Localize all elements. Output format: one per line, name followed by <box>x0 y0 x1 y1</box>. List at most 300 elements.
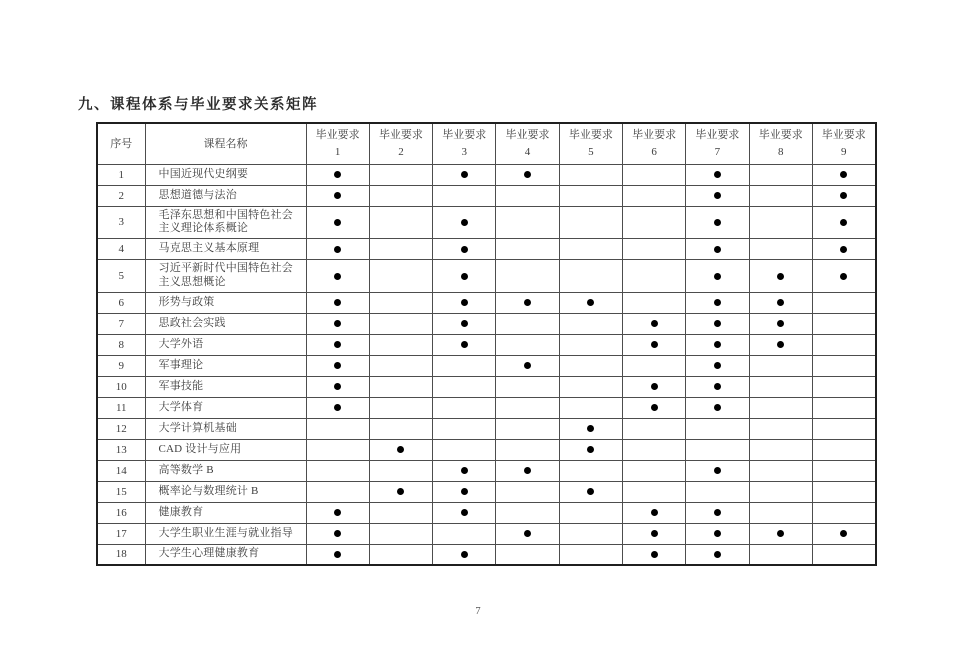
requirement-mark-3 <box>433 185 496 206</box>
requirement-mark-6 <box>622 397 685 418</box>
bullet-mark-icon <box>334 383 341 390</box>
requirement-mark-5 <box>559 523 622 544</box>
row-index: 4 <box>97 239 145 260</box>
table-row <box>97 292 876 313</box>
bullet-mark-icon <box>651 383 658 390</box>
requirement-mark-2 <box>369 481 432 502</box>
requirement-mark-4 <box>496 376 559 397</box>
requirement-mark-1 <box>306 523 369 544</box>
requirement-mark-5 <box>559 481 622 502</box>
requirement-mark-5 <box>559 376 622 397</box>
bullet-mark-icon <box>397 488 404 495</box>
requirement-mark-7 <box>686 460 749 481</box>
bullet-mark-icon <box>714 219 721 226</box>
requirement-mark-8 <box>749 502 812 523</box>
bullet-mark-icon <box>714 299 721 306</box>
bullet-mark-icon <box>334 509 341 516</box>
table-row <box>97 523 876 544</box>
bullet-mark-icon <box>334 171 341 178</box>
bullet-mark-icon <box>524 467 531 474</box>
requirement-mark-6 <box>622 481 685 502</box>
requirement-mark-5 <box>559 164 622 185</box>
requirement-mark-9 <box>812 260 875 293</box>
course-name: 思想道德与法治 <box>145 185 306 206</box>
requirement-mark-7 <box>686 376 749 397</box>
course-name: 大学生心理健康教育 <box>145 544 306 565</box>
requirement-mark-8 <box>749 334 812 355</box>
bullet-mark-icon <box>587 488 594 495</box>
requirement-mark-7 <box>686 313 749 334</box>
requirement-mark-8 <box>749 418 812 439</box>
bullet-mark-icon <box>461 320 468 327</box>
requirement-mark-8 <box>749 523 812 544</box>
bullet-mark-icon <box>461 341 468 348</box>
requirement-mark-2 <box>369 418 432 439</box>
bullet-mark-icon <box>461 246 468 253</box>
requirement-mark-3 <box>433 260 496 293</box>
requirement-mark-4 <box>496 206 559 239</box>
requirement-mark-6 <box>622 185 685 206</box>
bullet-mark-icon <box>587 299 594 306</box>
bullet-mark-icon <box>714 362 721 369</box>
course-name: 大学计算机基础 <box>145 418 306 439</box>
requirement-mark-5 <box>559 334 622 355</box>
requirement-mark-4 <box>496 481 559 502</box>
requirement-mark-2 <box>369 523 432 544</box>
requirement-mark-3 <box>433 239 496 260</box>
header-requirement-2: 毕业要求 2 <box>369 123 432 164</box>
bullet-mark-icon <box>840 273 847 280</box>
requirement-mark-7 <box>686 439 749 460</box>
requirement-mark-7 <box>686 544 749 565</box>
requirement-mark-5 <box>559 355 622 376</box>
requirement-mark-4 <box>496 439 559 460</box>
requirement-mark-1 <box>306 544 369 565</box>
requirement-mark-3 <box>433 397 496 418</box>
bullet-mark-icon <box>461 467 468 474</box>
requirement-mark-6 <box>622 523 685 544</box>
requirement-mark-9 <box>812 239 875 260</box>
bullet-mark-icon <box>840 246 847 253</box>
requirement-mark-5 <box>559 418 622 439</box>
requirement-mark-1 <box>306 292 369 313</box>
requirement-mark-2 <box>369 313 432 334</box>
bullet-mark-icon <box>334 404 341 411</box>
requirement-mark-5 <box>559 397 622 418</box>
course-name: 思政社会实践 <box>145 313 306 334</box>
bullet-mark-icon <box>840 171 847 178</box>
requirement-mark-7 <box>686 502 749 523</box>
requirement-mark-2 <box>369 185 432 206</box>
table-row <box>97 502 876 523</box>
bullet-mark-icon <box>461 509 468 516</box>
requirement-mark-1 <box>306 439 369 460</box>
row-index: 6 <box>97 292 145 313</box>
table-row <box>97 355 876 376</box>
requirement-mark-8 <box>749 481 812 502</box>
requirement-mark-6 <box>622 502 685 523</box>
course-name: 大学外语 <box>145 334 306 355</box>
requirement-mark-2 <box>369 439 432 460</box>
requirement-mark-9 <box>812 313 875 334</box>
bullet-mark-icon <box>461 273 468 280</box>
requirement-mark-8 <box>749 355 812 376</box>
course-name: 大学生职业生涯与就业指导 <box>145 523 306 544</box>
header-requirement-3: 毕业要求 3 <box>433 123 496 164</box>
requirement-mark-8 <box>749 544 812 565</box>
row-index: 13 <box>97 439 145 460</box>
table-row <box>97 206 876 239</box>
requirement-mark-7 <box>686 418 749 439</box>
header-requirement-8: 毕业要求 8 <box>749 123 812 164</box>
requirement-mark-8 <box>749 460 812 481</box>
requirement-mark-1 <box>306 239 369 260</box>
table-row <box>97 397 876 418</box>
bullet-mark-icon <box>714 320 721 327</box>
requirement-mark-9 <box>812 460 875 481</box>
requirement-mark-4 <box>496 164 559 185</box>
requirement-mark-5 <box>559 260 622 293</box>
course-name: 马克思主义基本原理 <box>145 239 306 260</box>
table-row <box>97 185 876 206</box>
row-index: 9 <box>97 355 145 376</box>
requirement-mark-1 <box>306 260 369 293</box>
requirement-mark-8 <box>749 376 812 397</box>
table-row <box>97 260 876 293</box>
requirement-mark-3 <box>433 502 496 523</box>
bullet-mark-icon <box>397 446 404 453</box>
requirement-mark-3 <box>433 439 496 460</box>
course-name: CAD 设计与应用 <box>145 439 306 460</box>
bullet-mark-icon <box>334 299 341 306</box>
requirement-mark-3 <box>433 460 496 481</box>
page-number: 7 <box>475 606 481 617</box>
row-index: 15 <box>97 481 145 502</box>
bullet-mark-icon <box>714 551 721 558</box>
header-requirement-4: 毕业要求 4 <box>496 123 559 164</box>
requirement-mark-7 <box>686 334 749 355</box>
row-index: 8 <box>97 334 145 355</box>
requirement-mark-1 <box>306 418 369 439</box>
requirement-mark-4 <box>496 460 559 481</box>
requirement-mark-1 <box>306 376 369 397</box>
bullet-mark-icon <box>461 488 468 495</box>
requirement-mark-7 <box>686 523 749 544</box>
bullet-mark-icon <box>777 530 784 537</box>
requirement-mark-1 <box>306 185 369 206</box>
requirement-mark-9 <box>812 334 875 355</box>
requirement-mark-9 <box>812 355 875 376</box>
requirement-mark-6 <box>622 239 685 260</box>
requirement-mark-8 <box>749 397 812 418</box>
requirement-mark-1 <box>306 313 369 334</box>
requirement-mark-3 <box>433 206 496 239</box>
course-name: 健康教育 <box>145 502 306 523</box>
requirement-mark-3 <box>433 418 496 439</box>
course-requirements-matrix <box>96 122 877 566</box>
bullet-mark-icon <box>651 551 658 558</box>
requirement-mark-2 <box>369 502 432 523</box>
table-row <box>97 418 876 439</box>
requirement-mark-6 <box>622 418 685 439</box>
requirement-mark-8 <box>749 260 812 293</box>
bullet-mark-icon <box>840 530 847 537</box>
requirement-mark-7 <box>686 185 749 206</box>
requirement-mark-6 <box>622 206 685 239</box>
requirement-mark-9 <box>812 502 875 523</box>
requirement-mark-9 <box>812 206 875 239</box>
requirement-mark-3 <box>433 355 496 376</box>
bullet-mark-icon <box>524 299 531 306</box>
row-index: 1 <box>97 164 145 185</box>
course-name: 概率论与数理统计 B <box>145 481 306 502</box>
requirement-mark-4 <box>496 260 559 293</box>
row-index: 16 <box>97 502 145 523</box>
requirement-mark-3 <box>433 544 496 565</box>
requirement-mark-5 <box>559 292 622 313</box>
requirement-mark-5 <box>559 439 622 460</box>
requirement-mark-9 <box>812 185 875 206</box>
bullet-mark-icon <box>777 299 784 306</box>
requirement-mark-7 <box>686 355 749 376</box>
requirement-mark-3 <box>433 376 496 397</box>
requirement-mark-8 <box>749 185 812 206</box>
table-row <box>97 239 876 260</box>
bullet-mark-icon <box>524 530 531 537</box>
requirement-mark-4 <box>496 502 559 523</box>
requirement-mark-5 <box>559 502 622 523</box>
course-name: 习近平新时代中国特色社会主义思想概论 <box>145 260 306 293</box>
requirement-mark-9 <box>812 292 875 313</box>
row-index: 14 <box>97 460 145 481</box>
requirement-mark-3 <box>433 313 496 334</box>
requirement-mark-2 <box>369 397 432 418</box>
header-requirement-1: 毕业要求 1 <box>306 123 369 164</box>
requirement-mark-8 <box>749 292 812 313</box>
table-row <box>97 439 876 460</box>
requirement-mark-2 <box>369 355 432 376</box>
bullet-mark-icon <box>714 509 721 516</box>
bullet-mark-icon <box>461 171 468 178</box>
bullet-mark-icon <box>714 273 721 280</box>
requirement-mark-8 <box>749 313 812 334</box>
table-header <box>97 123 876 164</box>
requirement-mark-2 <box>369 239 432 260</box>
requirement-mark-8 <box>749 206 812 239</box>
page-title: 九、课程体系与毕业要求关系矩阵 <box>78 97 318 113</box>
requirement-mark-3 <box>433 334 496 355</box>
bullet-mark-icon <box>714 404 721 411</box>
bullet-mark-icon <box>587 446 594 453</box>
requirement-mark-1 <box>306 206 369 239</box>
table-row <box>97 376 876 397</box>
course-name: 军事技能 <box>145 376 306 397</box>
row-index: 3 <box>97 206 145 239</box>
bullet-mark-icon <box>334 551 341 558</box>
requirement-mark-1 <box>306 502 369 523</box>
header-requirement-5: 毕业要求 5 <box>559 123 622 164</box>
row-index: 11 <box>97 397 145 418</box>
requirement-mark-4 <box>496 523 559 544</box>
requirement-mark-2 <box>369 164 432 185</box>
requirement-mark-6 <box>622 313 685 334</box>
header-requirement-7: 毕业要求 7 <box>686 123 749 164</box>
bullet-mark-icon <box>334 219 341 226</box>
bullet-mark-icon <box>524 171 531 178</box>
requirement-mark-2 <box>369 260 432 293</box>
table-row <box>97 334 876 355</box>
requirement-mark-1 <box>306 355 369 376</box>
requirement-mark-4 <box>496 334 559 355</box>
header-requirement-9: 毕业要求 9 <box>812 123 875 164</box>
requirement-mark-8 <box>749 164 812 185</box>
table-row <box>97 460 876 481</box>
bullet-mark-icon <box>334 362 341 369</box>
requirement-mark-2 <box>369 376 432 397</box>
requirement-mark-6 <box>622 164 685 185</box>
requirement-mark-7 <box>686 292 749 313</box>
requirement-mark-8 <box>749 239 812 260</box>
requirement-mark-6 <box>622 260 685 293</box>
requirement-mark-9 <box>812 376 875 397</box>
requirement-mark-6 <box>622 355 685 376</box>
bullet-mark-icon <box>840 192 847 199</box>
bullet-mark-icon <box>334 341 341 348</box>
bullet-mark-icon <box>651 320 658 327</box>
row-index: 7 <box>97 313 145 334</box>
row-index: 5 <box>97 260 145 293</box>
requirement-mark-4 <box>496 397 559 418</box>
bullet-mark-icon <box>651 530 658 537</box>
requirement-mark-5 <box>559 185 622 206</box>
requirement-mark-1 <box>306 397 369 418</box>
requirement-mark-6 <box>622 439 685 460</box>
requirement-mark-2 <box>369 206 432 239</box>
bullet-mark-icon <box>714 192 721 199</box>
bullet-mark-icon <box>524 362 531 369</box>
bullet-mark-icon <box>334 192 341 199</box>
requirement-mark-7 <box>686 397 749 418</box>
requirement-mark-3 <box>433 481 496 502</box>
requirement-mark-9 <box>812 164 875 185</box>
requirement-mark-4 <box>496 239 559 260</box>
bullet-mark-icon <box>334 320 341 327</box>
row-index: 2 <box>97 185 145 206</box>
bullet-mark-icon <box>714 467 721 474</box>
table-body <box>97 164 876 565</box>
header-row <box>97 123 876 164</box>
requirement-mark-4 <box>496 185 559 206</box>
requirement-mark-2 <box>369 460 432 481</box>
table-row <box>97 313 876 334</box>
row-index: 12 <box>97 418 145 439</box>
bullet-mark-icon <box>334 246 341 253</box>
requirement-mark-7 <box>686 206 749 239</box>
header-course: 课程名称 <box>145 123 306 164</box>
requirement-mark-2 <box>369 292 432 313</box>
bullet-mark-icon <box>777 341 784 348</box>
requirement-mark-5 <box>559 239 622 260</box>
course-name: 形势与政策 <box>145 292 306 313</box>
bullet-mark-icon <box>334 530 341 537</box>
bullet-mark-icon <box>714 341 721 348</box>
requirement-mark-6 <box>622 544 685 565</box>
bullet-mark-icon <box>714 246 721 253</box>
requirement-mark-9 <box>812 397 875 418</box>
bullet-mark-icon <box>587 425 594 432</box>
requirement-mark-7 <box>686 239 749 260</box>
requirement-mark-9 <box>812 418 875 439</box>
row-index: 17 <box>97 523 145 544</box>
requirement-mark-5 <box>559 313 622 334</box>
requirement-mark-9 <box>812 544 875 565</box>
course-name: 中国近现代史纲要 <box>145 164 306 185</box>
table-row <box>97 164 876 185</box>
requirement-mark-4 <box>496 292 559 313</box>
requirement-mark-4 <box>496 418 559 439</box>
course-name: 高等数学 B <box>145 460 306 481</box>
course-name: 军事理论 <box>145 355 306 376</box>
header-index: 序号 <box>97 123 145 164</box>
bullet-mark-icon <box>651 509 658 516</box>
bullet-mark-icon <box>461 551 468 558</box>
requirement-mark-6 <box>622 460 685 481</box>
requirement-mark-6 <box>622 376 685 397</box>
requirement-mark-1 <box>306 481 369 502</box>
course-name: 毛泽东思想和中国特色社会主义理论体系概论 <box>145 206 306 239</box>
requirement-mark-4 <box>496 544 559 565</box>
table-row <box>97 544 876 565</box>
bullet-mark-icon <box>461 299 468 306</box>
requirement-mark-5 <box>559 544 622 565</box>
bullet-mark-icon <box>777 273 784 280</box>
course-name: 大学体育 <box>145 397 306 418</box>
requirement-mark-3 <box>433 292 496 313</box>
requirement-mark-7 <box>686 164 749 185</box>
requirement-mark-1 <box>306 460 369 481</box>
bullet-mark-icon <box>334 273 341 280</box>
bullet-mark-icon <box>714 530 721 537</box>
bullet-mark-icon <box>777 320 784 327</box>
requirement-mark-4 <box>496 313 559 334</box>
row-index: 10 <box>97 376 145 397</box>
requirement-mark-3 <box>433 164 496 185</box>
requirement-mark-1 <box>306 164 369 185</box>
requirement-mark-9 <box>812 523 875 544</box>
bullet-mark-icon <box>651 341 658 348</box>
requirement-mark-7 <box>686 260 749 293</box>
row-index: 18 <box>97 544 145 565</box>
bullet-mark-icon <box>714 383 721 390</box>
requirement-mark-2 <box>369 544 432 565</box>
requirement-mark-4 <box>496 355 559 376</box>
requirement-mark-9 <box>812 481 875 502</box>
requirement-mark-9 <box>812 439 875 460</box>
bullet-mark-icon <box>840 219 847 226</box>
requirement-mark-8 <box>749 439 812 460</box>
bullet-mark-icon <box>651 404 658 411</box>
bullet-mark-icon <box>461 219 468 226</box>
requirement-mark-5 <box>559 460 622 481</box>
requirement-mark-1 <box>306 334 369 355</box>
table-row <box>97 481 876 502</box>
requirement-mark-2 <box>369 334 432 355</box>
requirement-mark-6 <box>622 292 685 313</box>
bullet-mark-icon <box>714 171 721 178</box>
requirement-mark-5 <box>559 206 622 239</box>
requirement-mark-6 <box>622 334 685 355</box>
requirement-mark-7 <box>686 481 749 502</box>
